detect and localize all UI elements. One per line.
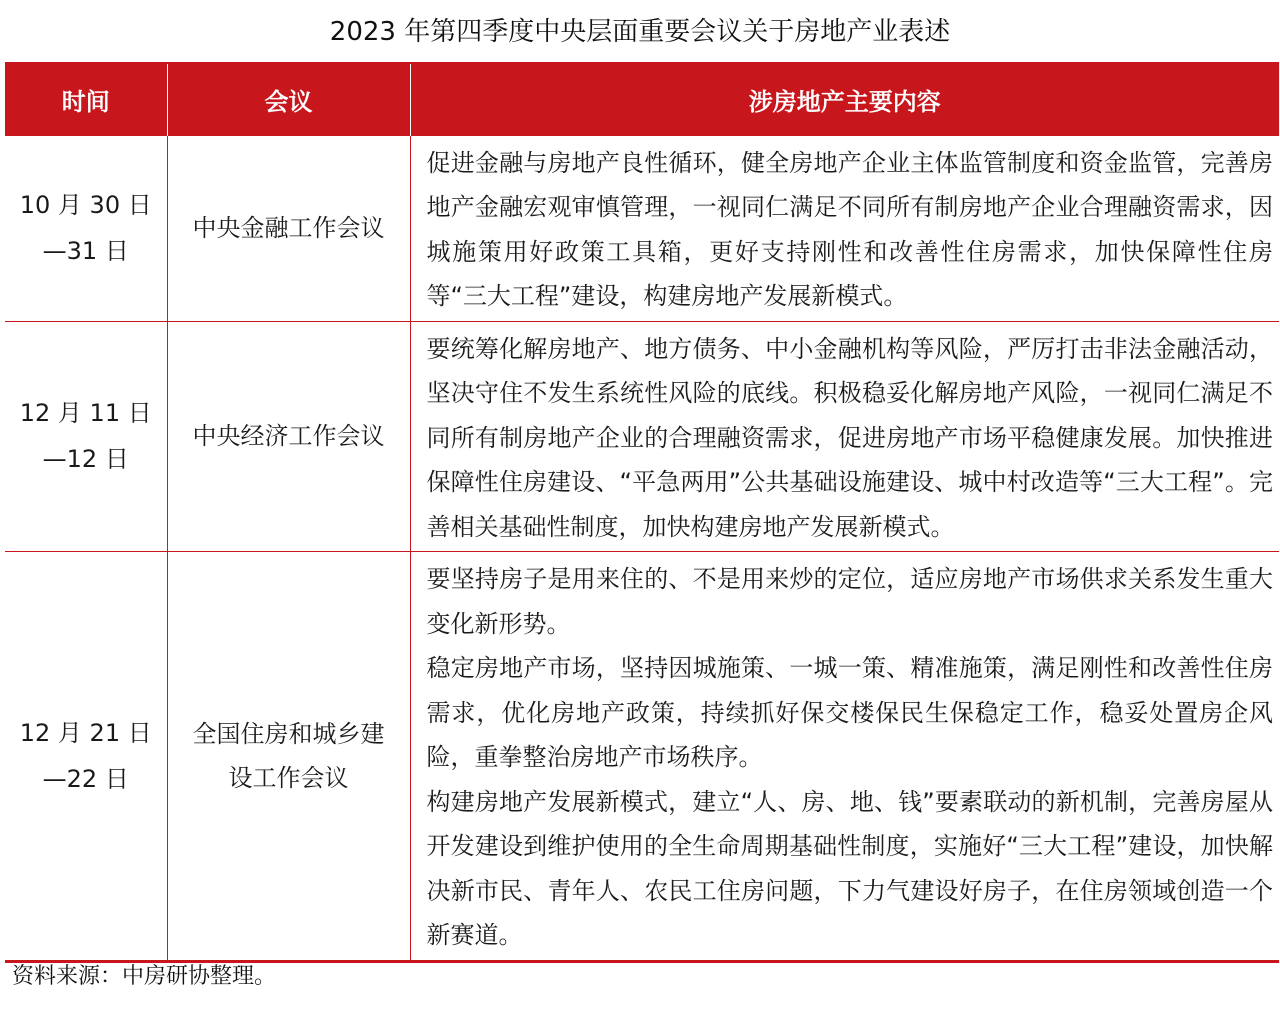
table-row (5, 135, 1279, 321)
meeting-name: 全国住房和城乡建 (192, 719, 385, 748)
content-paragraph: 要统筹化解房地产、地方债务、中小金融机构等风险，严厉打击非法金融活动，坚决守住不发生系统性风险的底线。积极稳妥化解房地产风险，一视同仁满足不同所有制房地产企业的合理融资需求，促进房地产市场平稳健康发展。加快推进保障性住房建设、“平急两用”公共基础设施建设、城中村改造等“三大工程”。完善相关基础性制度，加快构建房地产发展新模式。 (426, 334, 1273, 541)
table-title: 2023 年第四季度中央层面重要会议关于房地产业表述 (329, 17, 951, 47)
content-paragraph: 要坚持房子是用来住的、不是用来炒的定位，适应房地产市场供求关系发生重大变化新形势。 (426, 565, 1273, 638)
content-cell (410, 321, 1279, 552)
meeting-cell (167, 321, 410, 552)
content-paragraph: 构建房地产发展新模式，建立“人、房、地、钱”要素联动的新机制，完善房屋从开发建设到维护使用的全生命周期基础性制度，实施好“三大工程”建设，加快解决新市民、青年人、农民工住房问题，下力气建设好房子，在住房领域创造一个新赛道。 (426, 787, 1273, 949)
content-cell (410, 135, 1279, 321)
meeting-cell (167, 552, 410, 962)
time-line: 12 月 11 日 (19, 399, 152, 428)
policy-table-grid (5, 62, 1279, 963)
time-line: —22 日 (42, 764, 129, 793)
time-line: 12 月 21 日 (19, 718, 152, 747)
table-header-row (5, 63, 1279, 135)
meeting-cell (167, 135, 410, 321)
time-line: —12 日 (42, 445, 129, 474)
time-cell (5, 321, 167, 552)
time-cell (5, 552, 167, 962)
time-cell (5, 135, 167, 321)
content-paragraph: 稳定房地产市场，坚持因城施策、一城一策、精准施策，满足刚性和改善性住房需求，优化房地产政策，持续抓好保交楼保民生保稳定工作，稳妥处置房企风险，重拳整治房地产市场秩序。 (426, 654, 1273, 771)
time-line: —31 日 (42, 237, 129, 265)
source-note: 资料来源：中房研协整理。 (12, 964, 277, 989)
policy-table (5, 62, 1279, 963)
content-cell (410, 552, 1279, 962)
header-content: 涉房地产主要内容 (410, 63, 1279, 135)
meeting-name: 设工作会议 (228, 763, 349, 792)
header-time: 时间 (5, 63, 167, 135)
time-line: 10 月 30 日 (19, 191, 152, 219)
content-paragraph: 促进金融与房地产良性循环，健全房地产企业主体监管制度和资金监管，完善房地产金融宏观审慎管理，一视同仁满足不同所有制房地产企业合理融资需求，因城施策用好政策工具箱，更好支持刚性和改善性住房需求，加快保障性住房等“三大工程”建设，构建房地产发展新模式。 (426, 148, 1273, 310)
table-row (5, 552, 1279, 962)
meeting-name: 中央经济工作会议 (192, 422, 385, 451)
table-row (5, 321, 1279, 552)
meeting-name: 中央金融工作会议 (192, 214, 385, 242)
header-meeting: 会议 (167, 63, 410, 135)
